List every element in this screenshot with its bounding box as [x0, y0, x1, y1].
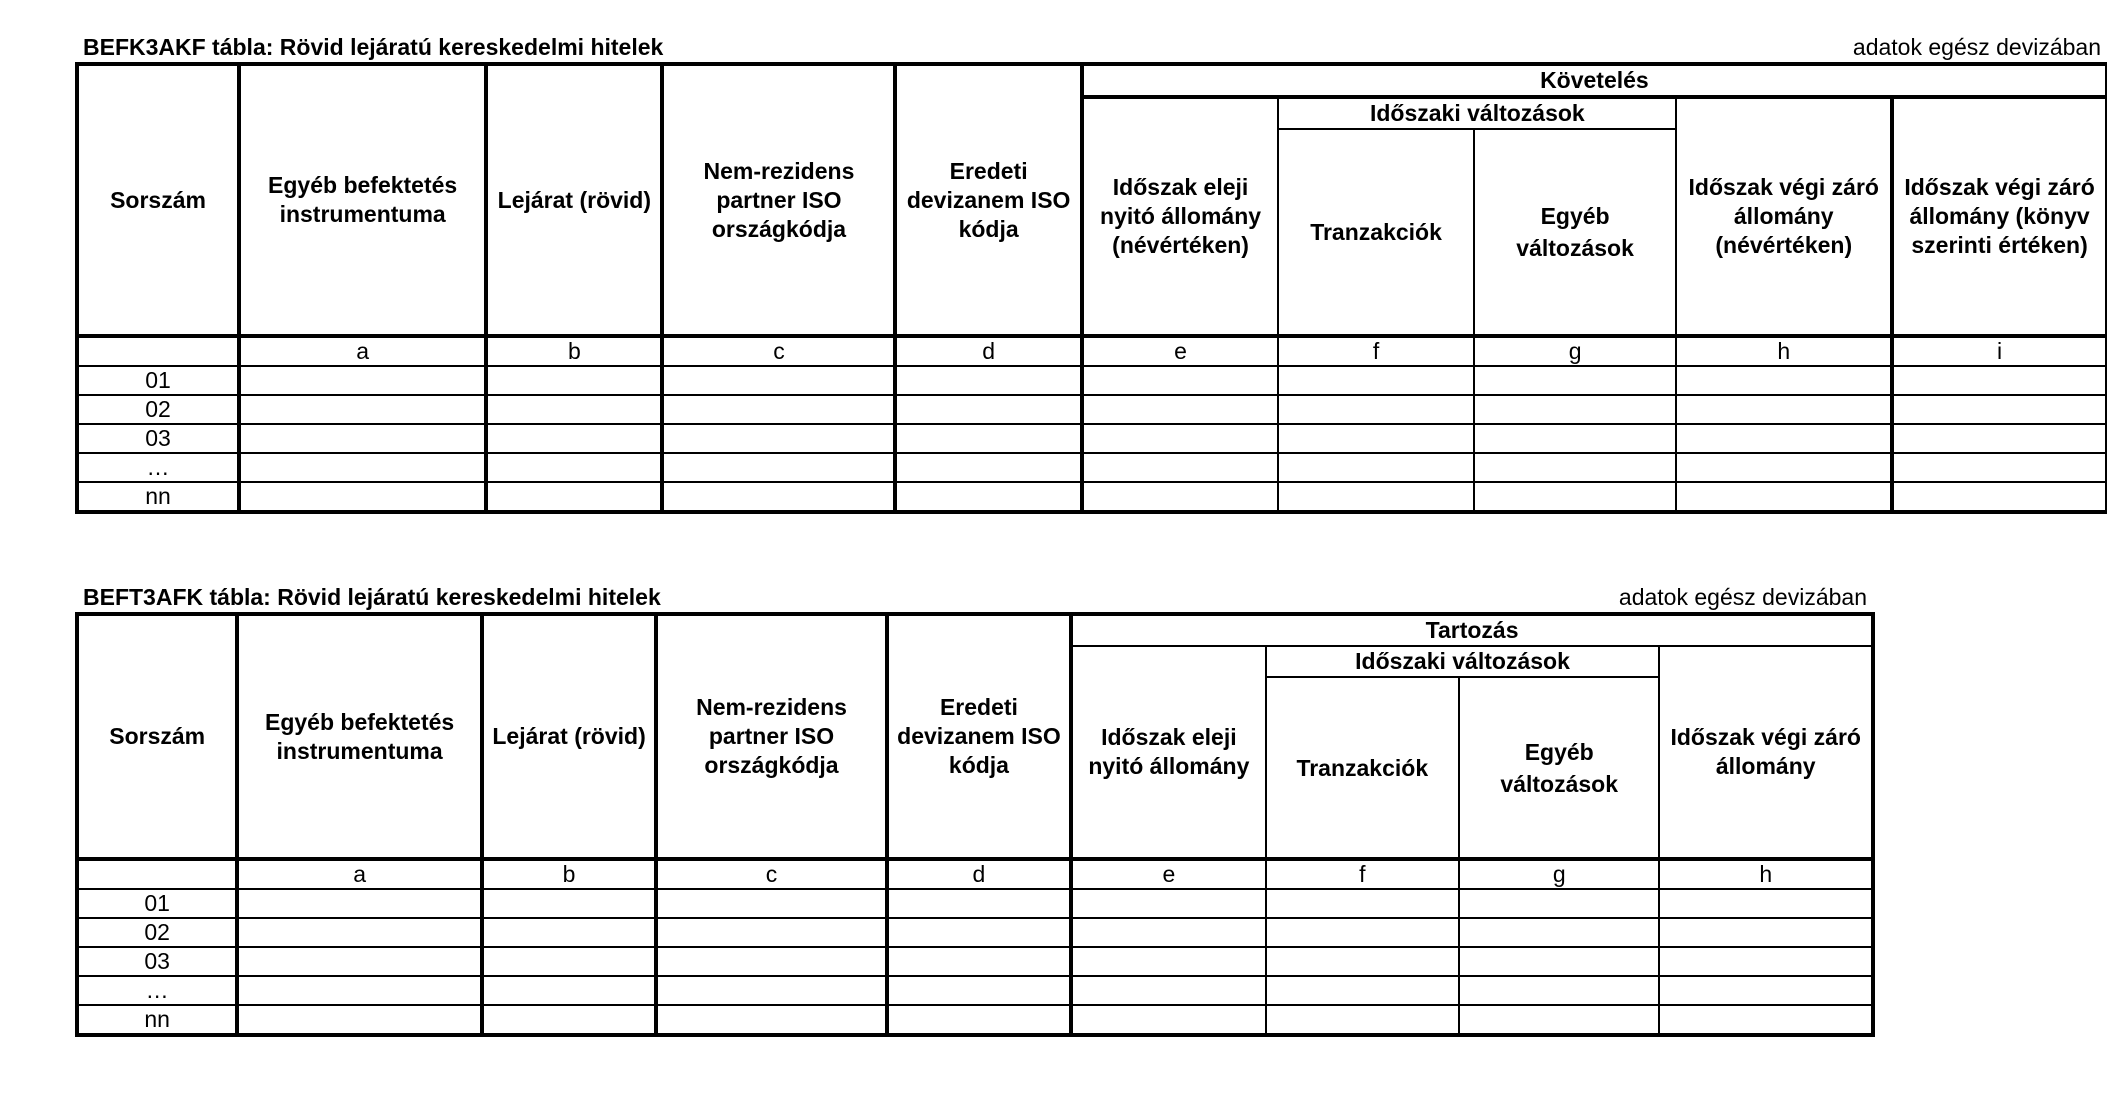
table1-cell[interactable]	[1474, 395, 1677, 424]
table2-cell[interactable]	[1459, 1005, 1659, 1035]
table2-row-number: …	[77, 976, 237, 1005]
table2-letter-e: e	[1071, 859, 1265, 889]
table1-row	[77, 366, 2107, 395]
table2-cell[interactable]	[1459, 918, 1659, 947]
table2-cell[interactable]	[656, 918, 887, 947]
table2-letter-empty	[77, 859, 237, 889]
table2-cell[interactable]	[1071, 947, 1265, 976]
table1-cell[interactable]	[1474, 453, 1677, 482]
table1-cell[interactable]	[895, 453, 1081, 482]
table2-header-h: Időszak végi záró állomány	[1659, 646, 1873, 859]
table1-cell[interactable]	[1892, 395, 2107, 424]
table2-cell[interactable]	[237, 918, 482, 947]
table2-letter-a: a	[237, 859, 482, 889]
table2-subgroup-header: Időszaki változások	[1266, 646, 1660, 677]
table2-row	[77, 947, 1873, 976]
table1-header-g: Egyéb változások	[1474, 129, 1677, 336]
table2-cell[interactable]	[1459, 947, 1659, 976]
table2-cell[interactable]	[482, 947, 656, 976]
table1-cell[interactable]	[1278, 366, 1473, 395]
table1-cell[interactable]	[895, 395, 1081, 424]
table2-row	[77, 889, 1873, 918]
table1-cell[interactable]	[662, 395, 895, 424]
table1-row-number: 01	[77, 366, 239, 395]
table1-cell[interactable]	[662, 366, 895, 395]
table2-cell[interactable]	[1071, 1005, 1265, 1035]
table1-cell[interactable]	[1082, 395, 1279, 424]
table1-header-d: Eredeti devizanem ISO kódja	[895, 64, 1081, 336]
table2-caption	[75, 582, 1875, 612]
table1-cell[interactable]	[662, 482, 895, 512]
table2-cell[interactable]	[887, 976, 1071, 1005]
table2-row-number: 02	[77, 918, 237, 947]
table1-cell[interactable]	[239, 453, 486, 482]
table1-letter-a: a	[239, 336, 486, 366]
table1-group-header: Követelés	[1082, 64, 2107, 97]
table2-cell[interactable]	[482, 976, 656, 1005]
table1-cell[interactable]	[239, 395, 486, 424]
table2-row	[77, 1005, 1873, 1035]
table1-letter-g: g	[1474, 336, 1677, 366]
table1-cell[interactable]	[1676, 482, 1892, 512]
table1-letter-i: i	[1892, 336, 2107, 366]
table2-cell[interactable]	[887, 918, 1071, 947]
table2-cell[interactable]	[482, 1005, 656, 1035]
table1-row-number: 03	[77, 424, 239, 453]
table1-header-i: Időszak végi záró állomány (könyv szerinti értéken)	[1892, 97, 2107, 336]
table1-cell[interactable]	[895, 366, 1081, 395]
table1-cell[interactable]	[662, 453, 895, 482]
table1-grid	[75, 62, 2107, 514]
table2-cell[interactable]	[1659, 947, 1873, 976]
table1-row	[77, 482, 2107, 512]
table2-cell[interactable]	[1071, 976, 1265, 1005]
table2-cell[interactable]	[482, 889, 656, 918]
table1-cell[interactable]	[662, 424, 895, 453]
table2-cell[interactable]	[1459, 889, 1659, 918]
table1-header-e: Időszak eleji nyitó állomány (névértéken)	[1082, 97, 1279, 336]
table1-header-h: Időszak végi záró állomány (névértéken)	[1676, 97, 1892, 336]
table1-header-f: Tranzakciók	[1278, 129, 1473, 336]
table2-header-e: Időszak eleji nyitó állomány	[1071, 646, 1265, 859]
table1-cell[interactable]	[239, 366, 486, 395]
table2-cell[interactable]	[1659, 889, 1873, 918]
table2-cell[interactable]	[237, 889, 482, 918]
table1-cell[interactable]	[1676, 453, 1892, 482]
table2-row	[77, 976, 1873, 1005]
table1-cell[interactable]	[1676, 424, 1892, 453]
table2-row-number: nn	[77, 1005, 237, 1035]
table2-cell[interactable]	[1659, 1005, 1873, 1035]
table1-cell[interactable]	[1278, 424, 1473, 453]
table1-letter-b: b	[486, 336, 662, 366]
table1-cell[interactable]	[486, 366, 662, 395]
table2-cell[interactable]	[1266, 976, 1459, 1005]
table1-letter-f: f	[1278, 336, 1473, 366]
table1-cell[interactable]	[486, 482, 662, 512]
table2-cell[interactable]	[1071, 918, 1265, 947]
table2-header-sorszam: Sorszám	[77, 614, 237, 859]
table2-cell[interactable]	[1266, 1005, 1459, 1035]
table1-cell[interactable]	[1892, 453, 2107, 482]
table2-unit: adatok egész devizában	[1618, 584, 1867, 610]
table1-cell[interactable]	[1278, 453, 1473, 482]
table2-letter-d: d	[887, 859, 1071, 889]
table1-letter-h: h	[1676, 336, 1892, 366]
table1-header-b: Lejárat (rövid)	[486, 64, 662, 336]
table2-row	[77, 918, 1873, 947]
table2-cell[interactable]	[656, 1005, 887, 1035]
table1-row-number: 02	[77, 395, 239, 424]
table2-cell[interactable]	[1266, 947, 1459, 976]
table2-letter-g: g	[1459, 859, 1659, 889]
table1-row	[77, 395, 2107, 424]
table2-block	[75, 582, 1875, 1037]
table2-header-g: Egyéb változások	[1459, 677, 1659, 859]
table1-cell[interactable]	[1278, 395, 1473, 424]
table1-block	[75, 32, 2107, 514]
table2-title: BEFT3AFK tábla: Rövid lejáratú kereskedelmi hitelek	[83, 584, 661, 610]
table1-cell[interactable]	[486, 424, 662, 453]
table2-cell[interactable]	[1266, 889, 1459, 918]
table1-unit: adatok egész devizában	[1852, 34, 2101, 60]
table2-header-f: Tranzakciók	[1266, 677, 1459, 859]
table2-cell[interactable]	[887, 947, 1071, 976]
table1-cell[interactable]	[895, 482, 1081, 512]
table1-row	[77, 424, 2107, 453]
table1-title: BEFK3AKF tábla: Rövid lejáratú kereskedelmi hitelek	[83, 34, 664, 60]
table1-header-c: Nem-rezidens partner ISO országkódja	[662, 64, 895, 336]
table2-cell[interactable]	[1459, 976, 1659, 1005]
table2-cell[interactable]	[887, 1005, 1071, 1035]
table1-letter-c: c	[662, 336, 895, 366]
table2-row-number: 01	[77, 889, 237, 918]
table1-cell[interactable]	[1474, 366, 1677, 395]
table1-cell[interactable]	[1676, 395, 1892, 424]
table1-cell[interactable]	[1892, 366, 2107, 395]
table2-group-header: Tartozás	[1071, 614, 1873, 646]
table1-cell[interactable]	[486, 395, 662, 424]
table2-letter-h: h	[1659, 859, 1873, 889]
table1-cell[interactable]	[1082, 424, 1279, 453]
table1-row-number: …	[77, 453, 239, 482]
table1-cell[interactable]	[1082, 453, 1279, 482]
table2-cell[interactable]	[1659, 976, 1873, 1005]
table2-cell[interactable]	[1071, 889, 1265, 918]
table1-cell[interactable]	[486, 453, 662, 482]
table2-header-b: Lejárat (rövid)	[482, 614, 656, 859]
table2-cell[interactable]	[482, 918, 656, 947]
table2-letter-row	[77, 859, 1873, 889]
table1-header-sorszam: Sorszám	[77, 64, 239, 336]
table2-cell[interactable]	[887, 889, 1071, 918]
table1-letter-d: d	[895, 336, 1081, 366]
table2-cell[interactable]	[656, 976, 887, 1005]
table2-cell[interactable]	[1659, 918, 1873, 947]
table2-cell[interactable]	[1266, 918, 1459, 947]
table2-row-number: 03	[77, 947, 237, 976]
table1-letter-row	[77, 336, 2107, 366]
table1-cell[interactable]	[1278, 482, 1473, 512]
table1-cell[interactable]	[1474, 424, 1677, 453]
table2-cell[interactable]	[237, 976, 482, 1005]
table2-cell[interactable]	[656, 947, 887, 976]
table2-header-a: Egyéb befektetés instrumentuma	[237, 614, 482, 859]
table1-header-a: Egyéb befektetés instrumentuma	[239, 64, 486, 336]
table2-grid	[75, 612, 1875, 1037]
table1-cell[interactable]	[1474, 482, 1677, 512]
table2-cell[interactable]	[237, 947, 482, 976]
table1-cell[interactable]	[239, 482, 486, 512]
table1-cell[interactable]	[1892, 424, 2107, 453]
table2-letter-f: f	[1266, 859, 1459, 889]
table1-row	[77, 453, 2107, 482]
table2-cell[interactable]	[656, 889, 887, 918]
table2-header-c: Nem-rezidens partner ISO országkódja	[656, 614, 887, 859]
table1-cell[interactable]	[895, 424, 1081, 453]
table1-cell[interactable]	[239, 424, 486, 453]
table1-caption	[75, 32, 2107, 62]
table1-letter-empty	[77, 336, 239, 366]
table2-letter-c: c	[656, 859, 887, 889]
table1-cell[interactable]	[1676, 366, 1892, 395]
table2-letter-b: b	[482, 859, 656, 889]
table2-cell[interactable]	[237, 1005, 482, 1035]
table1-cell[interactable]	[1892, 482, 2107, 512]
table1-cell[interactable]	[1082, 482, 1279, 512]
table2-header-d: Eredeti devizanem ISO kódja	[887, 614, 1071, 859]
table1-letter-e: e	[1082, 336, 1279, 366]
table1-row-number: nn	[77, 482, 239, 512]
table1-subgroup-header: Időszaki változások	[1278, 97, 1676, 129]
table1-cell[interactable]	[1082, 366, 1279, 395]
